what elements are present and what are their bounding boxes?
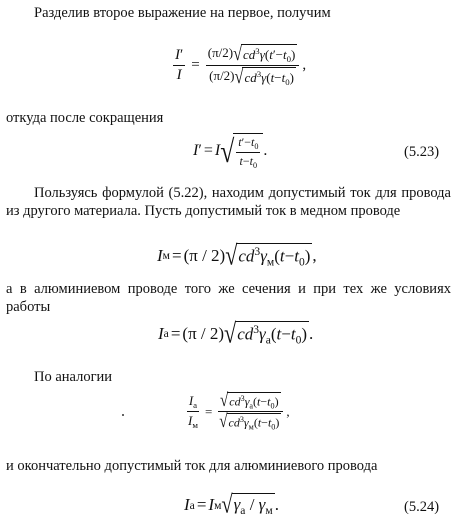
equation-ratio: $\frac{I'}{I}$ = (π/2) √ $cd^3\gamma(t'-t_0)$ (π/2) √ $cd^3\gamma(t-t_0)$ , <box>175 42 307 89</box>
paragraph-4: а в алюминиевом проводе того же сечения и при тех же условиях работы <box>6 281 451 315</box>
equation-number-5-23: (5.23) <box>404 144 440 160</box>
paragraph-1: Разделив второе выражение на первое, получим <box>34 5 331 21</box>
equation-copper-current: I м = (π / 2) √ $cd^3\gamma_м(t-t_0)$ , <box>157 239 317 271</box>
equation-5-24: I а = I м √ $\gamma_а / \gamma_м$ . <box>184 491 279 519</box>
paragraph-2: откуда после сокращения <box>6 110 164 126</box>
paragraph-3: Пользуясь формулой (5.22), находим допустимый ток для провода из другого материала. Пусть допустимый ток в медном проводе <box>6 185 451 219</box>
equation-aluminium-current: I а = (π / 2) √ $cd^3\gamma_а(t-t_0)$ . <box>158 317 314 349</box>
equation-5-23: I ′ = I √ $\frac{t'-t_0}{t-t_0}$ . <box>193 132 268 170</box>
paragraph-5: По аналогии <box>34 369 113 385</box>
paragraph-6: и окончательно допустимый ток для алюминиевого провода <box>6 458 378 474</box>
equation-number-5-24: (5.24) <box>404 499 440 515</box>
equation-current-ratio: $\frac{I_а}{I_м}$ = √ $cd^3\gamma_а(t-t_0)$ √ $cd^3\gamma_м(t-t_0)$ , <box>188 390 290 432</box>
stray-mark <box>122 414 124 416</box>
